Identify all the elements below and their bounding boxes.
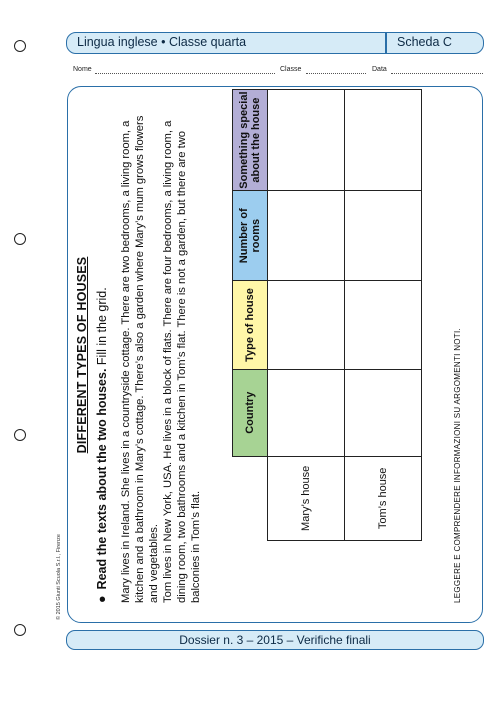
student-info-line [73, 66, 485, 78]
instruction-rest: Fill in the grid. [95, 287, 109, 369]
instruction-bold: Read the texts about the two houses. [95, 368, 109, 590]
grid-cell[interactable] [268, 369, 345, 456]
column-header-something-special: Something special about the house [233, 90, 268, 191]
skill-note: LEGGERE E COMPRENDERE INFORMAZIONI SU ARGOMENTI NOTI. [453, 327, 462, 603]
grid-cell[interactable] [268, 90, 345, 191]
date-field[interactable] [391, 73, 483, 74]
grid-cell[interactable] [345, 369, 422, 456]
class-label: Classe [280, 66, 302, 73]
column-header-type-of-house: Type of house [233, 281, 268, 369]
header-band [66, 32, 484, 54]
footer-text: Dossier n. 3 – 2015 – Verifiche finali [179, 633, 371, 647]
paragraph-mary: Mary lives in Ireland. She lives in a countryside cottage. There are two bedrooms, a living room, a kitchen and a bathroom in Mary’s cottage. There’s also a garden where Mary’s mum grows flowers and vegetables. [120, 115, 160, 603]
row-header-tom: Tom’s house [345, 456, 422, 540]
grid-cell[interactable] [345, 191, 422, 281]
bullet-icon: ● [95, 595, 109, 603]
binder-hole [14, 40, 26, 52]
instruction [95, 287, 109, 603]
class-field[interactable] [306, 73, 366, 74]
binder-hole [14, 429, 26, 441]
binder-hole [14, 624, 26, 636]
worksheet-content [67, 89, 479, 621]
column-header-country: Country [233, 369, 268, 456]
copyright: © 2015 Giunti Scuola S.r.l., Firenze [56, 534, 62, 620]
row-header-mary: Mary’s house [268, 456, 345, 540]
fill-in-grid [232, 89, 422, 541]
header-divider [385, 33, 387, 53]
footer-band [66, 630, 484, 650]
date-label: Data [372, 66, 387, 73]
grid-corner [233, 456, 268, 540]
paragraph-tom: Tom lives in New York, USA. He lives in a block of flats. There are four bedrooms, a living room, a dining room, two bathrooms and a kitchen in Tom’s flat. There is not a garden, but there are two balconies in Tom’s flat. [162, 120, 202, 603]
worksheet-title: DIFFERENT TYPES OF HOUSES [75, 256, 89, 454]
subject-title: Lingua inglese • Classe quarta [77, 35, 247, 49]
name-label: Nome [73, 66, 92, 73]
grid-cell[interactable] [268, 281, 345, 369]
name-field[interactable] [95, 73, 275, 74]
worksheet-id: Scheda C [397, 35, 452, 49]
column-header-number-of-rooms: Number of rooms [233, 191, 268, 281]
grid-cell[interactable] [268, 191, 345, 281]
binder-hole [14, 233, 26, 245]
grid-cell[interactable] [345, 90, 422, 191]
grid-cell[interactable] [345, 281, 422, 369]
